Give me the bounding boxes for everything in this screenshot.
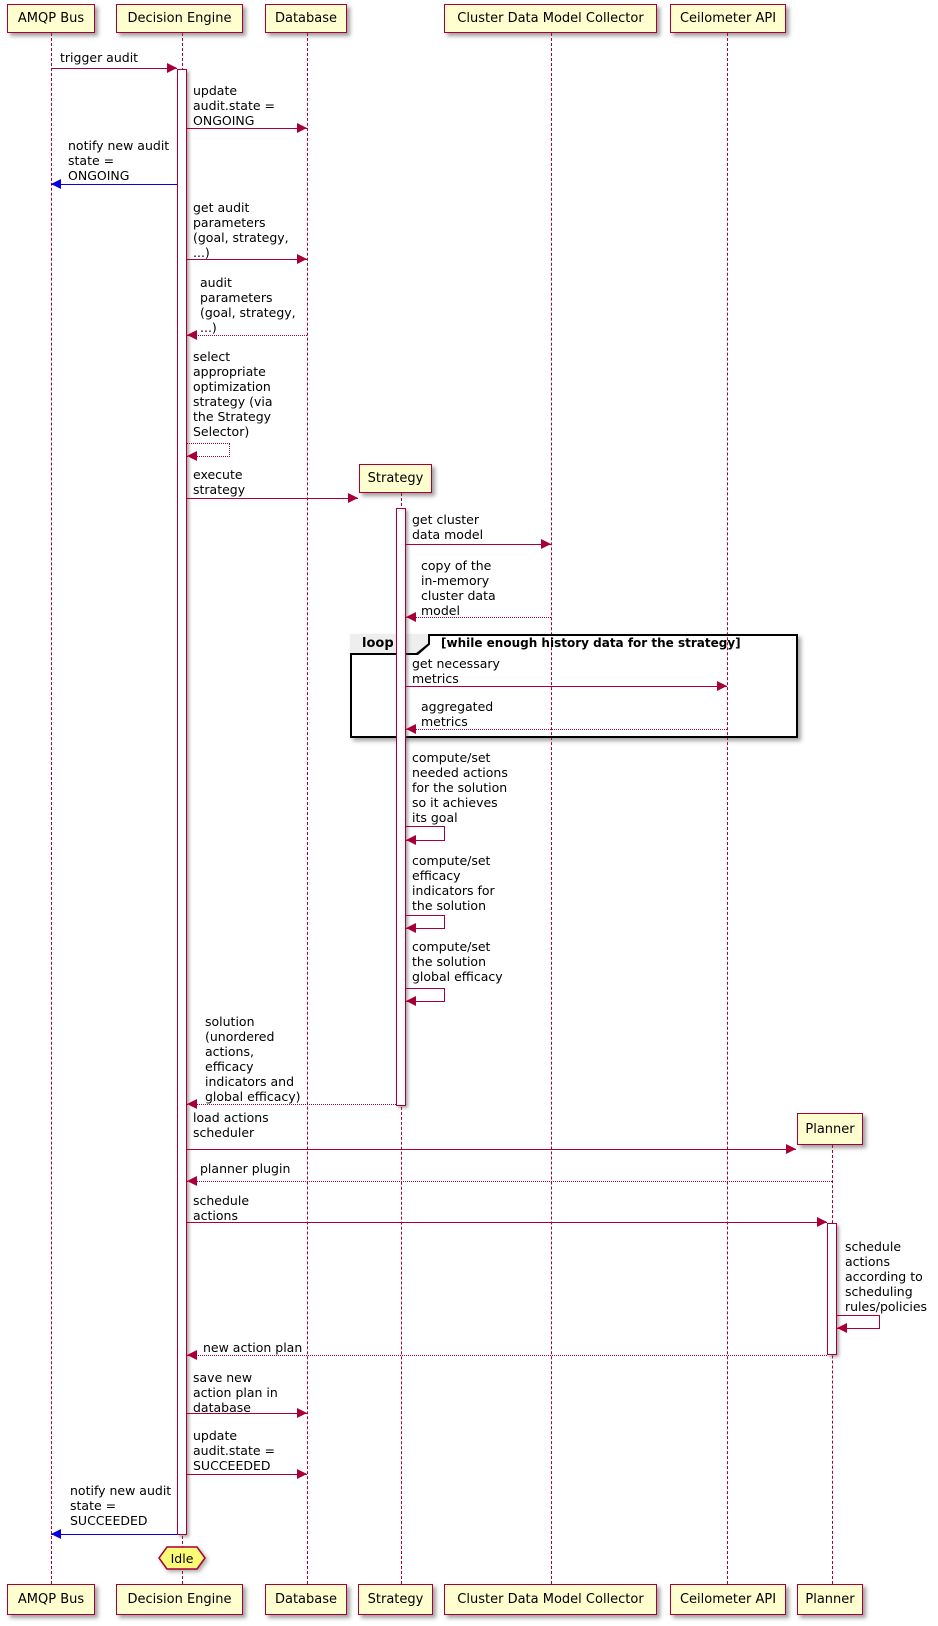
message-label-return-audit-parameters: parameters bbox=[200, 290, 273, 305]
message-label-get-cluster-data-model: get cluster bbox=[412, 512, 480, 527]
message-label-select-optimization-strategy-self: strategy (via bbox=[193, 394, 273, 409]
message-label-compute-efficacy-indicators-self: the solution bbox=[412, 898, 486, 913]
participant-top-decision-engine bbox=[116, 4, 243, 33]
message-label-schedule-actions-rules-self: schedule bbox=[845, 1239, 902, 1254]
participant-top-amqp-bus bbox=[7, 4, 95, 33]
participant-top-ceilometer-api bbox=[670, 4, 786, 33]
message-label-get-necessary-metrics: metrics bbox=[412, 671, 459, 686]
message-line-update-audit-state-ongoing bbox=[187, 128, 307, 129]
message-line-return-aggregated-metrics bbox=[406, 729, 727, 730]
message-label-return-planner-plugin: planner plugin bbox=[200, 1161, 291, 1176]
arrowhead-schedule-actions bbox=[817, 1217, 827, 1227]
loop-frame-condition: [while enough history data for the strategy] bbox=[441, 636, 741, 650]
message-line-update-audit-state-succeeded bbox=[187, 1474, 307, 1475]
participant-label: AMQP Bus bbox=[17, 11, 85, 26]
message-line-load-actions-scheduler bbox=[187, 1149, 796, 1150]
message-label-return-cluster-data-model: cluster data bbox=[421, 588, 496, 603]
planner-activation bbox=[827, 1223, 837, 1355]
message-label-return-solution: global efficacy) bbox=[205, 1089, 301, 1104]
arrowhead-get-necessary-metrics bbox=[717, 681, 727, 691]
message-label-notify-new-audit-state-ongoing: ONGOING bbox=[68, 168, 130, 183]
message-label-return-solution: efficacy bbox=[205, 1059, 254, 1074]
message-label-return-aggregated-metrics: metrics bbox=[421, 714, 468, 729]
arrowhead-return-cluster-data-model bbox=[406, 612, 416, 622]
message-label-trigger-audit: trigger audit bbox=[60, 50, 139, 65]
message-label-return-cluster-data-model: in-memory bbox=[421, 573, 490, 588]
decision-engine-activation bbox=[177, 69, 187, 1535]
idle-state-note bbox=[158, 1546, 206, 1570]
participant-label: Planner bbox=[805, 1592, 855, 1607]
arrowhead-schedule-actions-rules-self bbox=[837, 1323, 847, 1333]
arrowhead-update-audit-state-succeeded bbox=[297, 1469, 307, 1479]
message-label-compute-efficacy-indicators-self: efficacy bbox=[412, 868, 461, 883]
message-label-load-actions-scheduler: scheduler bbox=[193, 1125, 255, 1140]
message-label-return-solution: (unordered bbox=[205, 1029, 275, 1044]
arrowhead-return-audit-parameters bbox=[187, 330, 197, 340]
message-line-notify-new-audit-state-succeeded bbox=[51, 1534, 177, 1535]
message-label-schedule-actions-rules-self: actions bbox=[845, 1254, 890, 1269]
message-label-return-audit-parameters: (goal, strategy, bbox=[200, 305, 296, 320]
message-label-update-audit-state-succeeded: audit.state = bbox=[193, 1443, 275, 1458]
participant-top-database bbox=[265, 4, 347, 33]
message-label-update-audit-state-ongoing: update bbox=[193, 83, 238, 98]
message-label-select-optimization-strategy-self: optimization bbox=[193, 379, 271, 394]
participant-label: Ceilometer API bbox=[679, 1592, 777, 1607]
arrowhead-return-solution bbox=[187, 1099, 197, 1109]
participant-bottom-database bbox=[265, 1584, 347, 1615]
participant-bottom-cluster-data-model-collector bbox=[444, 1584, 657, 1615]
message-label-get-necessary-metrics: get necessary bbox=[412, 656, 500, 671]
message-label-compute-needed-actions-self: for the solution bbox=[412, 780, 508, 795]
message-label-get-audit-parameters: (goal, strategy, bbox=[193, 230, 289, 245]
message-line-get-cluster-data-model bbox=[406, 544, 551, 545]
arrowhead-return-new-action-plan bbox=[187, 1350, 197, 1360]
message-label-compute-efficacy-indicators-self: indicators for bbox=[412, 883, 495, 898]
arrowhead-notify-new-audit-state-ongoing bbox=[51, 179, 61, 189]
participant-label: Planner bbox=[805, 1121, 855, 1137]
message-label-schedule-actions: schedule bbox=[193, 1193, 250, 1208]
lifeline-ceilometer-api bbox=[727, 33, 728, 1584]
lifeline-database bbox=[307, 33, 308, 1584]
idle-state-label: Idle bbox=[170, 1550, 194, 1566]
message-label-schedule-actions-rules-self: rules/policies bbox=[845, 1299, 928, 1314]
message-label-select-optimization-strategy-self: select bbox=[193, 349, 231, 364]
message-label-return-solution: actions, bbox=[205, 1044, 254, 1059]
lifeline-planner bbox=[832, 1145, 833, 1584]
message-line-return-planner-plugin bbox=[187, 1181, 832, 1182]
message-line-get-necessary-metrics bbox=[406, 686, 727, 687]
message-label-get-audit-parameters: get audit bbox=[193, 200, 250, 215]
message-label-execute-strategy: strategy bbox=[193, 482, 246, 497]
message-label-update-audit-state-ongoing: audit.state = bbox=[193, 98, 275, 113]
message-line-schedule-actions bbox=[187, 1222, 827, 1223]
message-label-get-audit-parameters: parameters bbox=[193, 215, 266, 230]
message-label-compute-global-efficacy-self: global efficacy bbox=[412, 969, 503, 984]
strategy-activation bbox=[396, 508, 406, 1106]
arrowhead-compute-efficacy-indicators-self bbox=[406, 923, 416, 933]
message-line-execute-strategy bbox=[187, 498, 358, 499]
message-label-update-audit-state-succeeded: update bbox=[193, 1428, 238, 1443]
participant-label: Ceilometer API bbox=[679, 11, 777, 26]
message-label-compute-global-efficacy-self: compute/set bbox=[412, 939, 491, 954]
message-label-schedule-actions-rules-self: scheduling bbox=[845, 1284, 913, 1299]
arrowhead-select-optimization-strategy-self bbox=[187, 451, 197, 461]
arrowhead-return-planner-plugin bbox=[187, 1176, 197, 1186]
participant-bottom-ceilometer-api bbox=[670, 1584, 786, 1615]
lifeline-amqp-bus bbox=[51, 33, 52, 1584]
message-label-select-optimization-strategy-self: appropriate bbox=[193, 364, 266, 379]
arrowhead-trigger-audit bbox=[167, 63, 177, 73]
message-label-return-solution: indicators and bbox=[205, 1074, 295, 1089]
message-label-load-actions-scheduler: load actions bbox=[193, 1110, 269, 1125]
message-label-compute-global-efficacy-self: the solution bbox=[412, 954, 486, 969]
message-label-notify-new-audit-state-succeeded: SUCCEEDED bbox=[70, 1513, 148, 1528]
message-label-update-audit-state-succeeded: SUCCEEDED bbox=[193, 1458, 271, 1473]
message-label-return-new-action-plan: new action plan bbox=[203, 1340, 303, 1355]
participant-label: Decision Engine bbox=[127, 11, 232, 26]
message-label-compute-needed-actions-self: its goal bbox=[412, 810, 458, 825]
arrowhead-get-cluster-data-model bbox=[541, 539, 551, 549]
participant-label: Strategy bbox=[367, 471, 424, 486]
participant-bottom-decision-engine bbox=[116, 1584, 243, 1615]
message-label-compute-efficacy-indicators-self: compute/set bbox=[412, 853, 491, 868]
participant-created-planner bbox=[797, 1113, 863, 1145]
message-label-save-new-action-plan: save new bbox=[193, 1370, 253, 1385]
message-label-return-solution: solution bbox=[205, 1014, 255, 1029]
participant-label: AMQP Bus bbox=[17, 1592, 85, 1607]
arrowhead-get-audit-parameters bbox=[297, 254, 307, 264]
message-label-return-cluster-data-model: model bbox=[421, 603, 460, 618]
message-label-select-optimization-strategy-self: the Strategy bbox=[193, 409, 272, 424]
arrowhead-save-new-action-plan bbox=[297, 1408, 307, 1418]
message-label-return-aggregated-metrics: aggregated bbox=[421, 699, 494, 714]
message-label-schedule-actions-rules-self: according to bbox=[845, 1269, 923, 1284]
participant-label: Database bbox=[274, 11, 338, 26]
message-label-return-cluster-data-model: copy of the bbox=[421, 558, 492, 573]
arrowhead-load-actions-scheduler bbox=[786, 1144, 796, 1154]
participant-label: Cluster Data Model Collector bbox=[457, 11, 644, 26]
message-label-return-audit-parameters: audit bbox=[200, 275, 232, 290]
message-label-compute-needed-actions-self: so it achieves bbox=[412, 795, 498, 810]
arrowhead-notify-new-audit-state-succeeded bbox=[51, 1529, 61, 1539]
message-label-return-audit-parameters: ...) bbox=[200, 320, 217, 335]
message-label-execute-strategy: execute bbox=[193, 467, 243, 482]
participant-label: Decision Engine bbox=[127, 1592, 232, 1607]
participant-bottom-planner bbox=[797, 1584, 863, 1615]
arrowhead-compute-global-efficacy-self bbox=[406, 996, 416, 1006]
message-label-get-audit-parameters: ...) bbox=[193, 245, 210, 260]
message-label-save-new-action-plan: database bbox=[193, 1400, 251, 1415]
participant-label: Database bbox=[274, 1592, 338, 1607]
participant-bottom-amqp-bus bbox=[7, 1584, 95, 1615]
message-line-return-solution bbox=[187, 1104, 396, 1105]
message-line-return-new-action-plan bbox=[187, 1355, 827, 1356]
arrowhead-execute-strategy bbox=[348, 493, 358, 503]
participant-label: Cluster Data Model Collector bbox=[457, 1592, 644, 1607]
loop-frame-keyword: loop bbox=[362, 636, 394, 651]
message-line-notify-new-audit-state-ongoing bbox=[51, 184, 177, 185]
message-label-notify-new-audit-state-succeeded: notify new audit bbox=[70, 1483, 172, 1498]
lifeline-cluster-data-model-collector bbox=[551, 33, 552, 1584]
arrowhead-compute-needed-actions-self bbox=[406, 835, 416, 845]
message-label-save-new-action-plan: action plan in bbox=[193, 1385, 278, 1400]
participant-top-cluster-data-model-collector bbox=[444, 4, 657, 33]
message-label-notify-new-audit-state-succeeded: state = bbox=[70, 1498, 117, 1513]
participant-bottom-strategy bbox=[358, 1584, 433, 1615]
participant-label: Strategy bbox=[367, 1592, 424, 1607]
message-label-compute-needed-actions-self: needed actions bbox=[412, 765, 508, 780]
message-line-return-audit-parameters bbox=[187, 335, 307, 336]
arrowhead-update-audit-state-ongoing bbox=[297, 123, 307, 133]
message-line-trigger-audit bbox=[51, 68, 177, 69]
participant-created-strategy bbox=[359, 464, 432, 493]
message-label-get-cluster-data-model: data model bbox=[412, 527, 484, 542]
message-label-schedule-actions: actions bbox=[193, 1208, 238, 1223]
arrowhead-return-aggregated-metrics bbox=[406, 724, 416, 734]
message-label-compute-needed-actions-self: compute/set bbox=[412, 750, 491, 765]
message-label-notify-new-audit-state-ongoing: state = bbox=[68, 153, 115, 168]
message-label-notify-new-audit-state-ongoing: notify new audit bbox=[68, 138, 170, 153]
message-label-select-optimization-strategy-self: Selector) bbox=[193, 424, 250, 439]
message-label-update-audit-state-ongoing: ONGOING bbox=[193, 113, 255, 128]
